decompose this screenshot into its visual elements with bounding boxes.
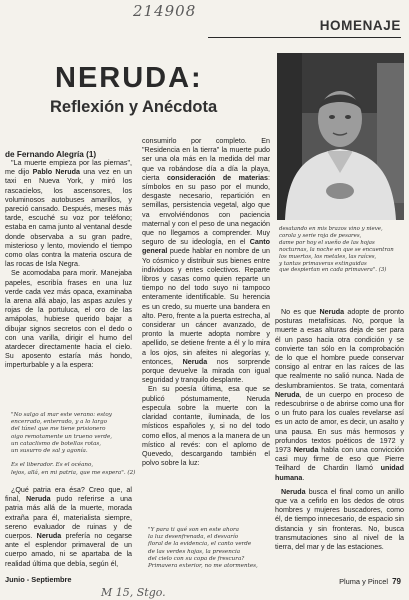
paragraph: "La muerte empieza por las piernas", me dijo Pablo Neruda una vez en un taxi en Nueva York, y miró los rascacielos, los ascensores, los voluminosos autobuses amarillos, y pareció cansado. Después, meses más tarde, escuché su voz por teléfono; estaba en cama junto al ventanal desde donde observaba a su gran padre, misterioso y lento, moviendo el tiempo como olas contra la materia oscura de las rocas de Isla Negra. [5, 159, 132, 269]
paragraph: En su poesía última, esa que se publicó póstumamente, Neruda especula sobre la muerte con la claridad contante, iluminada, de los místicos españoles y, si no del todo como ellos, al menos a la manera de un místico al revés: con el aplomo de Quevedo, descargando también el polvo sobre la luz: [142, 385, 270, 468]
handwritten-catalog-number: 214908 [133, 2, 197, 20]
page-number: 79 [392, 577, 401, 586]
section-label: HOMENAJE [319, 18, 401, 33]
paragraph: Neruda busca el final como un anillo que va a cefirlo en los dedos de otros hombres y mujeres buscadores, como él, de tiempo innecesario, de espacio sin distancia y sin fronteras. No, busca transmutaciones sino al nivel de la tierra, del mar y de las estaciones. [275, 487, 405, 552]
article-column-1 [5, 159, 132, 371]
paragraph: ¿Qué patria era ésa? Creo que, al final, Neruda pudo referirse a una patria más allá de la muerte, morada extraña para él, materialista siempre, sereno evaluador de ruinas y de cuerpos. Neruda prefería no cegarse ante el esplendor primaveral de un cuerpo amado, ni se apartaba de la realidad última que debía, según él, [5, 486, 132, 568]
issue-date: Junio - Septiembre [5, 575, 72, 584]
quoted-poem: "Y para ti qué son en este ahora la luz desenfrenada, el desvarío floral de la evidencia, el canto verde de las verdes hojas, la presencia del cielo con su copa de frescura? Primavera exterior, no me atormentes, [148, 527, 258, 570]
article-column-1-continued [5, 486, 132, 569]
byline: de Fernando Alegría (1) [5, 150, 97, 159]
magazine-footer [339, 577, 401, 586]
article-column-3 [275, 308, 404, 552]
paragraph: No es que Neruda adopte de pronto posturas metafísicas. No, porque la muerte a esas alturas deja de ser para él un paso hacia otra condición y se convierte tan sólo en la comprobación de lo que el hombre puede conservar consigo al entrar en las raíces de las que realmente no salió nunca. Nada de deslumbramientos. Se trata, comentará Neruda, de un cuerpo en proceso de redescubrirse o de abrirse como una flor o un fruto para los cuales revelarse así es un acto de amor, es decir, un asalto y una pausa. En sus más hermosos y profundos textos poéticos de 1972 y 1973 Neruda habla con una convicción casi muy firme de eso que Pierre Teilhard de Chardin llamó unidad humana. [275, 308, 404, 482]
quoted-poem: "No salgo al mar este verano: estoy encerrado, enterrado, y a lo largo del túnel que me tiene prisionero oigo remotamente un trueno verde, un cataclismo de botellas rotas, un susurro de sal y agonía. Es el liberador. Es el océano, lejos, allá, en mi patria, que me espera". (2) [11, 412, 136, 476]
paragraph: consumirlo por completo. En "Residencia en la tierra" la muerte pudo ser una ola más en la medida del mar que va robándose día a día la playa, cierta consideración de materias: símbolos en su paso por el mundo, desgaste necesario, repartición en semillas, persistencia vegetal, algo que va envolviéndonos con paciencia maternal y con el peso de una negación que no llegamos a comprender. Muy seguro de su ideología, en el Canto general puede hablar en nombre de un Yo cósmico y distribuir sus bienes entre individuos y entes colectivos. Reparte libros y casas como quien reparte un tiempo no del todo suyo ni tampoco enteramente identificable. Su herencia es un credo, su muerte una bandera en alto. Pero, frente a la puerta estrecha, al considerar un cáncer avanzado, de pronto la muerte adopta nombre y apellido, se detiene frente a él y lo mira a los ojos, sin afeites ni alegorías y, entonces, Neruda nos sorprende porque devuelve la mirada con igual seguridad y tranquilo desplante. [142, 137, 271, 385]
section-rule [208, 37, 401, 38]
article-column-2 [142, 137, 270, 468]
paragraph: Se acomodaba para morir. Manejaba papeles, escribía frases en una luz verde cada vez más opaca, examinaba la arena allá abajo, las aspas azules y rojas de la portuluca, el oro de las amápolas, hubiese querido bajar a dibujar signos secretos con el dedo o con una varilla, dirigir el humo del atardecer directamente hacia el cielo. Su aposento estaría más hondo, imperturbable y a la espera: [5, 269, 132, 370]
article-title: NERUDA: [55, 62, 203, 94]
magazine-name: Pluma y Pincel [339, 577, 388, 586]
handwritten-note: M 15, Stgo. [101, 586, 166, 599]
neruda-portrait-photo [277, 53, 404, 220]
article-subtitle: Reflexión y Anécdota [50, 98, 218, 116]
photo-caption-poem: desatando en mis brazos vino y nieve, corola y serie roja de pesares, dame por hoy el sueño de las hojas nocturnas, la noche en que se encuentran los muertos, los metales, las raíces, y tantas primaveras extinguidas que despiertan en cada primavera". (3) [279, 226, 394, 274]
